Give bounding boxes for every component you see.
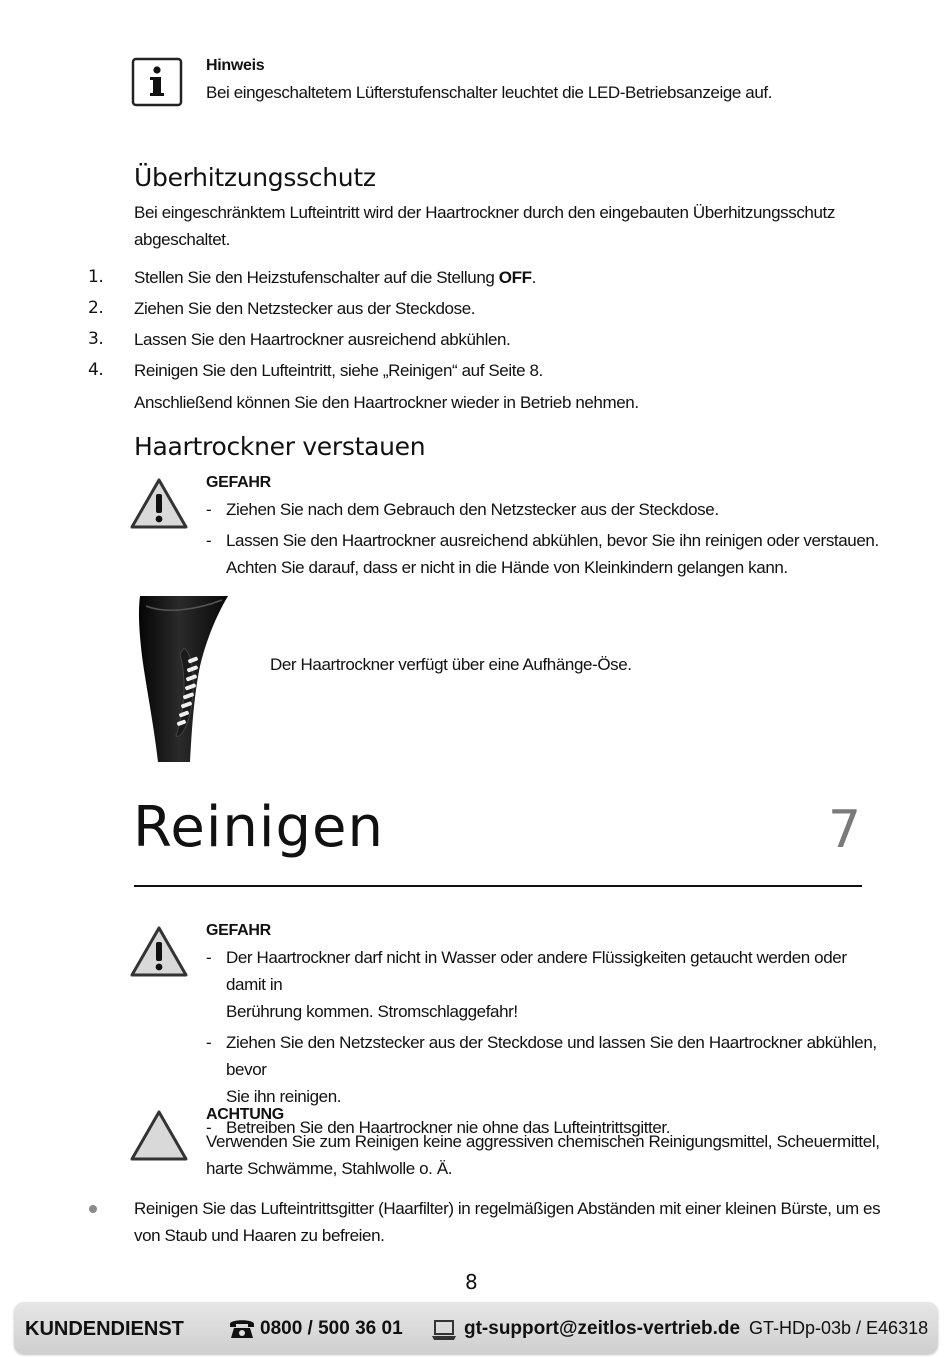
list-item-line1: Ziehen Sie den Netzstecker aus der Steckdose und lassen Sie den Haartrockner abkühlen, bevor bbox=[226, 1033, 877, 1079]
warning-triangle-icon bbox=[129, 477, 189, 531]
service-label: KUNDENDIENST bbox=[25, 1318, 184, 1340]
image-caption: Der Haartrockner verfügt über eine Aufhänge-Öse. bbox=[270, 655, 632, 674]
list-item bbox=[88, 326, 543, 357]
overheat-intro-line1: Bei eingeschränktem Lufteintritt wird der Haartrockner durch den eingebauten Überhitzungsschutz bbox=[134, 203, 835, 222]
list-item-line2: Sie ihn reinigen. bbox=[226, 1087, 342, 1106]
hair-dryer-image bbox=[136, 596, 232, 762]
caution-label: ACHTUNG bbox=[206, 1106, 284, 1123]
bullet-line2: von Staub und Haaren zu befreien. bbox=[134, 1226, 385, 1245]
step-number: 4. bbox=[88, 360, 104, 380]
step-number: 1. bbox=[88, 267, 104, 287]
bullet-line1: Reinigen Sie das Lufteintrittsgitter (Haarfilter) in regelmäßigen Abständen mit einer kleinen Bürste, um es bbox=[134, 1199, 881, 1218]
section-heading-overheat: Überhitzungsschutz bbox=[134, 163, 376, 192]
caution-line2: harte Schwämme, Stahlwolle o. Ä. bbox=[206, 1159, 453, 1178]
list-item-line2: Achten Sie darauf, dass er nicht in die Hände von Kleinkindern gelangen kann. bbox=[226, 558, 788, 577]
cleaning-danger-label: GEFAHR bbox=[206, 922, 271, 939]
step-text: Ziehen Sie den Netzstecker aus der Steckdose. bbox=[134, 299, 476, 318]
overheat-intro-line2: abgeschaltet. bbox=[134, 230, 230, 249]
chapter-title: Reinigen bbox=[133, 795, 384, 860]
cleaning-danger-list bbox=[206, 944, 886, 1145]
list-item: - Betreiben Sie den Haartrockner nie ohne das Lufteintrittsgitter. bbox=[206, 1114, 886, 1141]
overheat-closing: Anschließend können Sie den Haartrockner wieder in Betrieb nehmen. bbox=[134, 393, 639, 412]
chapter-divider bbox=[134, 885, 862, 887]
model-number: GT-HDp-03b / E46318 bbox=[749, 1318, 929, 1338]
list-item: - Der Haartrockner darf nicht in Wasser oder andere Flüssigkeiten getaucht werden oder damit in Berührung kommen. Stromschlaggefahr! bbox=[206, 944, 886, 1025]
note-label: Hinweis bbox=[206, 57, 265, 74]
warning-triangle-icon bbox=[129, 925, 189, 979]
list-item-line1: Lassen Sie den Haartrockner ausreichend abkühlen, bevor Sie ihn reinigen oder verstauen. bbox=[226, 531, 879, 550]
list-item: - Lassen Sie den Haartrockner ausreichend abkühlen, bevor Sie ihn reinigen oder verstauen. Achten Sie darauf, dass er nicht in die Hände von Kleinkindern gelangen kann. bbox=[206, 527, 886, 581]
note-text: Bei eingeschaltetem Lüfterstufenschalter leuchtet die LED-Betriebsanzeige auf. bbox=[206, 83, 773, 102]
list-item-line1: Der Haartrockner darf nicht in Wasser oder andere Flüssigkeiten getaucht werden oder damit in bbox=[226, 948, 847, 994]
list-item bbox=[88, 295, 543, 326]
list-item-line1: Betreiben Sie den Haartrockner nie ohne das Lufteintrittsgitter. bbox=[226, 1118, 671, 1137]
list-item-line1: Ziehen Sie nach dem Gebrauch den Netzstecker aus der Steckdose. bbox=[226, 500, 719, 519]
chapter-number: 7 bbox=[828, 800, 862, 860]
section-heading-storage: Haartrockner verstauen bbox=[134, 432, 426, 461]
list-item-line2: Berührung kommen. Stromschlaggefahr! bbox=[226, 1002, 518, 1021]
list-item: - Ziehen Sie nach dem Gebrauch den Netzstecker aus der Steckdose. bbox=[206, 496, 886, 523]
support-email[interactable]: gt-support@zeitlos-vertrieb.de bbox=[464, 1318, 741, 1339]
step-text: Lassen Sie den Haartrockner ausreichend abkühlen. bbox=[134, 330, 511, 349]
list-item: - Ziehen Sie den Netzstecker aus der Steckdose und lassen Sie den Haartrockner abkühlen, bevor Sie ihn reinigen. bbox=[206, 1029, 886, 1110]
list-item bbox=[88, 264, 543, 295]
phone-number[interactable]: 0800 / 500 36 01 bbox=[260, 1318, 403, 1339]
step-number: 2. bbox=[88, 298, 104, 318]
caution-triangle-icon bbox=[129, 1109, 189, 1163]
step-bold-value: OFF bbox=[498, 268, 532, 287]
storage-danger-list bbox=[206, 496, 886, 585]
footer-bar bbox=[14, 1302, 938, 1354]
page-number: 8 bbox=[465, 1270, 478, 1294]
step-text: Stellen Sie den Heizstufenschalter auf die Stellung bbox=[134, 268, 499, 287]
caution-line1: Verwenden Sie zum Reinigen keine aggressiven chemischen Reinigungsmittel, Scheuermittel, bbox=[206, 1132, 880, 1151]
bullet-dot-icon bbox=[89, 1205, 97, 1213]
info-icon bbox=[131, 57, 183, 107]
step-text-after: . bbox=[531, 268, 536, 287]
storage-danger-label: GEFAHR bbox=[206, 474, 271, 491]
list-item bbox=[88, 357, 543, 388]
step-text: Reinigen Sie den Lufteintritt, siehe „Reinigen“ auf Seite 8. bbox=[134, 361, 543, 380]
phone-icon bbox=[228, 1316, 256, 1346]
step-number: 3. bbox=[88, 329, 104, 349]
overheat-steps bbox=[88, 264, 543, 388]
laptop-icon bbox=[431, 1319, 457, 1347]
